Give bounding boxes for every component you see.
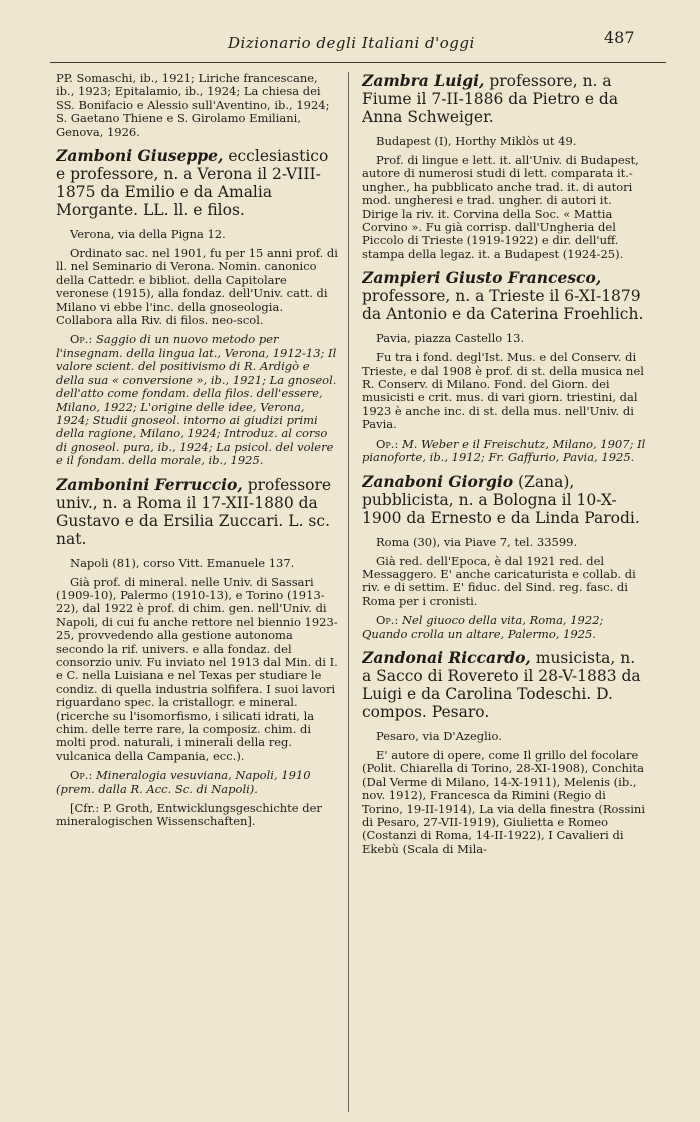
works-list: Mineralogia vesuviana, Napoli, 1910 (prem. dalla R. Acc. Sc. di Napoli). (56, 768, 311, 796)
entry-cfr: [Cfr.: P. Groth, Entwicklungsgeschichte der mineralogischen Wissenschaften]. (56, 801, 322, 829)
entry-description: ecclesiastico e professore, n. a Verona il 2-VIII-1875 da Emilio e da Amalia Morgante. LL. ll. e filos. (56, 147, 329, 220)
entry-zambonini (56, 476, 338, 829)
entry-works (362, 438, 648, 465)
entry-address: Napoli (81), corso Vitt. Emanuele 137. (70, 555, 295, 570)
entry-zanaboni (362, 473, 648, 641)
entry-name: Zamboni Giuseppe, (56, 146, 224, 166)
entry-body: Prof. di lingue e lett. it. all'Univ. di Budapest, autore di numerosi studi di lett. comparata it.-ungher., ha pubblicato anche trad. it. di autori mod. ungheresi e trad. ungher. di autori it. Dirige la riv. it. Corvina della Soc. « Mattia Corvino ». Fu già corrisp. dall'Ungheria del Piccolo di Trieste (1919-1922) e dir. dell'uff. stampa della legaz. it. a Budapest (1924-25). (362, 153, 639, 261)
entry-heading (362, 72, 648, 126)
entry-description: musicista, n. a Sacco di Rovereto il 28-V-1883 da Luigi e da Carolina Todeschi. D. compos. Pesaro. (362, 648, 641, 721)
entry-works (56, 333, 338, 467)
entry-body: E' autore di opere, come Il grillo del focolare (Polit. Chiarella di Torino, 28-XI-1908), Conchita (Dal Verme di Milano, 14-X-1911), Melenis (ib., nov. 1912), Francesca da Rimini (Regio di Torino, 19-II-1914), La via della finestra (Rossini di Pesaro, 27-VII-1919), Giulietta e Romeo (Costanzi di Roma, 14-II-1922), I Cavalieri di Ekebù (Scala di Mila- (362, 747, 645, 856)
running-title: Dizionario degli Italiani d'oggi (228, 34, 475, 52)
entry-description: professore, n. a Fiume il 7-II-1886 da Pietro e da Anna Schweiger. (362, 72, 619, 126)
entry-address: Pavia, piazza Castello 13. (376, 331, 525, 346)
entry-name: Zampieri Giusto Francesco, (362, 268, 602, 288)
entry-description: professore univ., n. a Roma il 17-XII-1880 da Gustavo e da Ersilia Zuccari. L. sc. nat. (56, 475, 332, 548)
entry-zandonai (362, 649, 648, 856)
entry-address: Pesaro, via D'Azeglio. (376, 728, 502, 743)
entry-name: Zandonai Riccardo, (362, 647, 531, 667)
entry-heading (362, 473, 648, 527)
entry-name: Zambra Luigi, (362, 72, 485, 90)
works-label: Op.: (376, 613, 399, 628)
right-column (362, 72, 648, 1112)
works-list: Nel giuoco della vita, Roma, 1922; Quando crolla un altare, Palermo, 1925. (362, 613, 604, 641)
entry-zambra (362, 72, 648, 261)
column-divider (348, 72, 349, 1112)
works-label: Op.: (70, 332, 93, 347)
entry-heading (362, 269, 648, 323)
entry-description: (Zana), pubblicista, n. a Bologna il 10-X-1900 da Ernesto e da Linda Parodi. (362, 472, 640, 527)
entry-body: Ordinato sac. nel 1901, fu per 15 anni prof. di ll. nel Seminario di Verona. Nomin. canonico della Cattedr. e bibliot. della Capitolare veronese (1915), alla fondaz. dell'Univ. catt. di Milano vi ebbe l'inc. della gnoseologia. Collabora alla Riv. di filos. neo-scol. (56, 246, 338, 328)
entry-heading (362, 649, 648, 721)
entry-heading (56, 476, 338, 548)
works-list: Saggio di un nuovo metodo per l'insegnam. della lingua lat., Verona, 1912-13; Il valore scient. del positivismo di R. Ardigò e della sua « conversione », ib., 1921; La gnoseol. dell'atto come fondam. della filos. dell'essere, Milano, 1922; L'origine delle idee, Verona, 1924; Studii gnoseol. intorno ai giudizi primi della ragione, Milano, 1924; Introduz. al corso di gnoseol. pura, ib., 1924; La psicol. del volere e il fondam. della morale, ib., 1925. (56, 332, 337, 468)
works-label: Op.: (376, 436, 399, 451)
entry-name: Zanaboni Giorgio (362, 471, 514, 491)
works-label: Op.: (70, 768, 93, 783)
entry-body: Già red. dell'Epoca, è dal 1921 red. del Messaggero. E' anche caricaturista e collab. di riv. e di settim. E' fiduc. del Sind. reg. fasc. di Roma per i cronisti. (362, 553, 636, 608)
entry-address: Verona, via della Pigna 12. (70, 227, 226, 242)
entry-zampieri (362, 269, 648, 464)
entry-name: Zambonini Ferruccio, (56, 474, 243, 494)
entry-address: Roma (30), via Piave 7, tel. 33599. (376, 534, 578, 549)
entry-works (362, 614, 648, 641)
entry-description: professore, n. a Trieste il 6-XI-1879 da Antonio e da Caterina Froehlich. (362, 287, 644, 324)
entry-heading (56, 147, 338, 219)
page-number: 487 (604, 28, 635, 47)
entry-works (56, 769, 338, 796)
entry-body: Già prof. di mineral. nelle Univ. di Sassari (1909-10), Palermo (1910-13), e Torino (1913-22), dal 1922 è prof. di chim. gen. nell'Univ. di Napoli, di cui fu anche rettore nel biennio 1923-25, provvedendo alla gestione autonoma secondo la rif. univers. e alla fondaz. del consorzio univ. Fu inviato nel 1913 dal Min. di I. e C. nella Luisiana e nel Texas per studiare le condiz. di quella industria solfifera. I suoi lavori riguardano spec. la cristallogr. e mineral. (ricerche su l'isomorfismo, i silicati idrati, la chim. delle terre rare, la composiz. chim. di molti prod. naturali, i minerali della reg. vulcanica della Campania, ecc.). (56, 574, 338, 763)
entry-address: Budapest (I), Horthy Miklòs ut 49. (376, 134, 577, 148)
entry-body: Fu tra i fond. degl'Ist. Mus. e del Conserv. di Trieste, e dal 1908 è prof. di st. della musica nel R. Conserv. di Milano. Fond. del Giorn. dei musicisti e crit. mus. di vari giorn. triestini, dal 1923 è anche inc. di st. della mus. nell'Univ. di Pavia. (362, 350, 644, 432)
works-list: M. Weber e il Freischutz, Milano, 1907; Il pianoforte, ib., 1912; Fr. Gaffurio, Pavia, 1925. (362, 436, 646, 465)
left-column (56, 72, 338, 1112)
entry-zamboni (56, 147, 338, 468)
page-header (0, 0, 700, 60)
continued-entry-text: PP. Somaschi, ib., 1921; Liriche francescane, ib., 1923; Epitalamio, ib., 1924; La chiesa dei SS. Bonifacio e Alessio sull'Aventino, ib., 1924; S. Gaetano Thiene e S. Girolamo Emiliani, Genova, 1926. (56, 72, 330, 139)
header-rule (50, 62, 666, 63)
